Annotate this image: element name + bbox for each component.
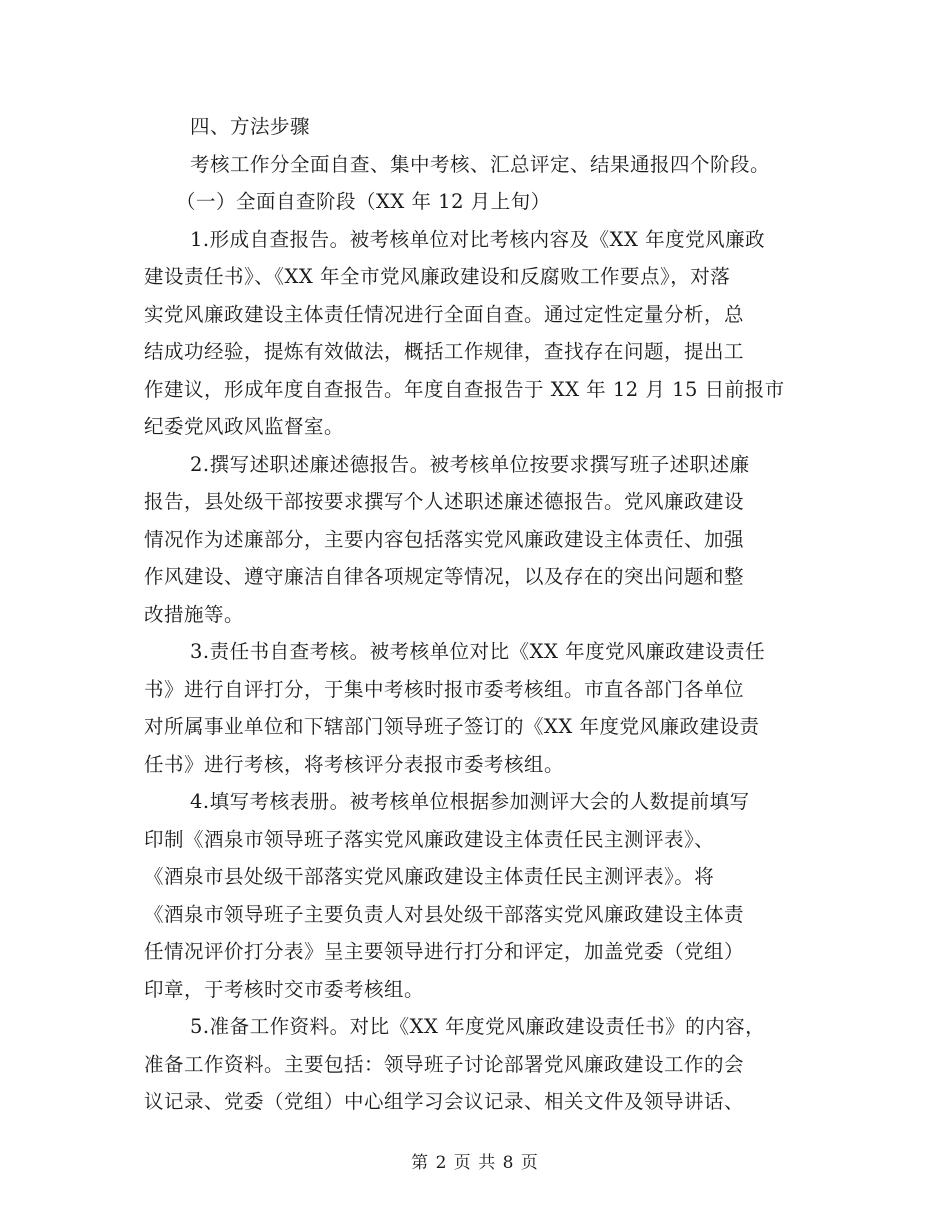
- paragraph-line: 印章，于考核时交市委考核组。: [144, 977, 425, 1001]
- document-body: [144, 108, 804, 1121]
- paragraph-line: 考核工作分全面自查、集中考核、汇总评定、结果通报四个阶段。: [190, 152, 771, 176]
- paragraph-line: 印制《酒泉市领导班子落实党风廉政建设主体责任民主测评表》、: [144, 827, 715, 851]
- paragraph-line: 3.责任书自查考核。被考核单位对比《XX 年度党风廉政建设责任: [190, 640, 766, 663]
- paragraph-line: 《酒泉市领导班子主要负责人对县处级干部落实党风廉政建设主体责: [144, 902, 745, 926]
- paragraph-line: 2.撰写述职述廉述德报告。被考核单位按要求撰写班子述职述廉: [190, 452, 750, 476]
- paragraph-line: 4.填写考核表册。被考核单位根据参加测评大会的人数提前填写: [190, 790, 750, 813]
- paragraph-line: 5.准备工作资料。对比《XX 年度党风廉政建设责任书》的内容，: [190, 1015, 766, 1038]
- subsection-heading: （一）全面自查阶段（XX 年 12 月上旬）: [176, 190, 551, 213]
- paragraph-line: 作建议，形成年度自查报告。年度自查报告于 XX 年 12 月 15 日前报市: [144, 377, 785, 401]
- paragraph-line: 结成功经验，提炼有效做法，概括工作规律，查找存在问题，提出工: [144, 340, 745, 363]
- paragraph-line: 实党风廉政建设主体责任情况进行全面自查。通过定性定量分析，总: [144, 302, 745, 326]
- paragraph-line: 准备工作资料。主要包括：领导班子讨论部署党风廉政建设工作的会: [144, 1052, 745, 1076]
- paragraph-line: 1.形成自查报告。被考核单位对比考核内容及《XX 年度党风廉政: [190, 227, 766, 251]
- paragraph-line: 报告，县处级干部按要求撰写个人述职述廉述德报告。党风廉政建设: [144, 490, 745, 513]
- paragraph-line: 改措施等。: [144, 602, 245, 626]
- page-number-footer: 第 2 页 共 8 页: [411, 1153, 539, 1173]
- paragraph-line: 议记录、党委（党组）中心组学习会议记录、相关文件及领导讲话、: [144, 1090, 745, 1113]
- paragraph-line: 书》进行自评打分，于集中考核时报市委考核组。市直各部门各单位: [144, 677, 745, 701]
- paragraph-line: 建设责任书》、《XX 年全市党风廉政建设和反腐败工作要点》，对落: [144, 265, 731, 288]
- paragraph-line: 任情况评价打分表》呈主要领导进行打分和评定，加盖党委（党组）: [144, 940, 745, 963]
- paragraph-line: 情况作为述廉部分，主要内容包括落实党风廉政建设主体责任、加强: [144, 527, 745, 551]
- paragraph-line: 对所属事业单位和下辖部门领导班子签订的《XX 年度党风廉政建设责: [144, 715, 760, 738]
- paragraph-line: 作风建设、遵守廉洁自律各项规定等情况，以及存在的突出问题和整: [144, 565, 745, 588]
- paragraph-line: 《酒泉市县处级干部落实党风廉政建设主体责任民主测评表》。将: [144, 865, 715, 888]
- section-heading: 四、方法步骤: [190, 115, 311, 138]
- paragraph-line: 任书》进行考核，将考核评分表报市委考核组。: [144, 752, 565, 776]
- paragraph-line: 纪委党风政风监督室。: [144, 415, 345, 438]
